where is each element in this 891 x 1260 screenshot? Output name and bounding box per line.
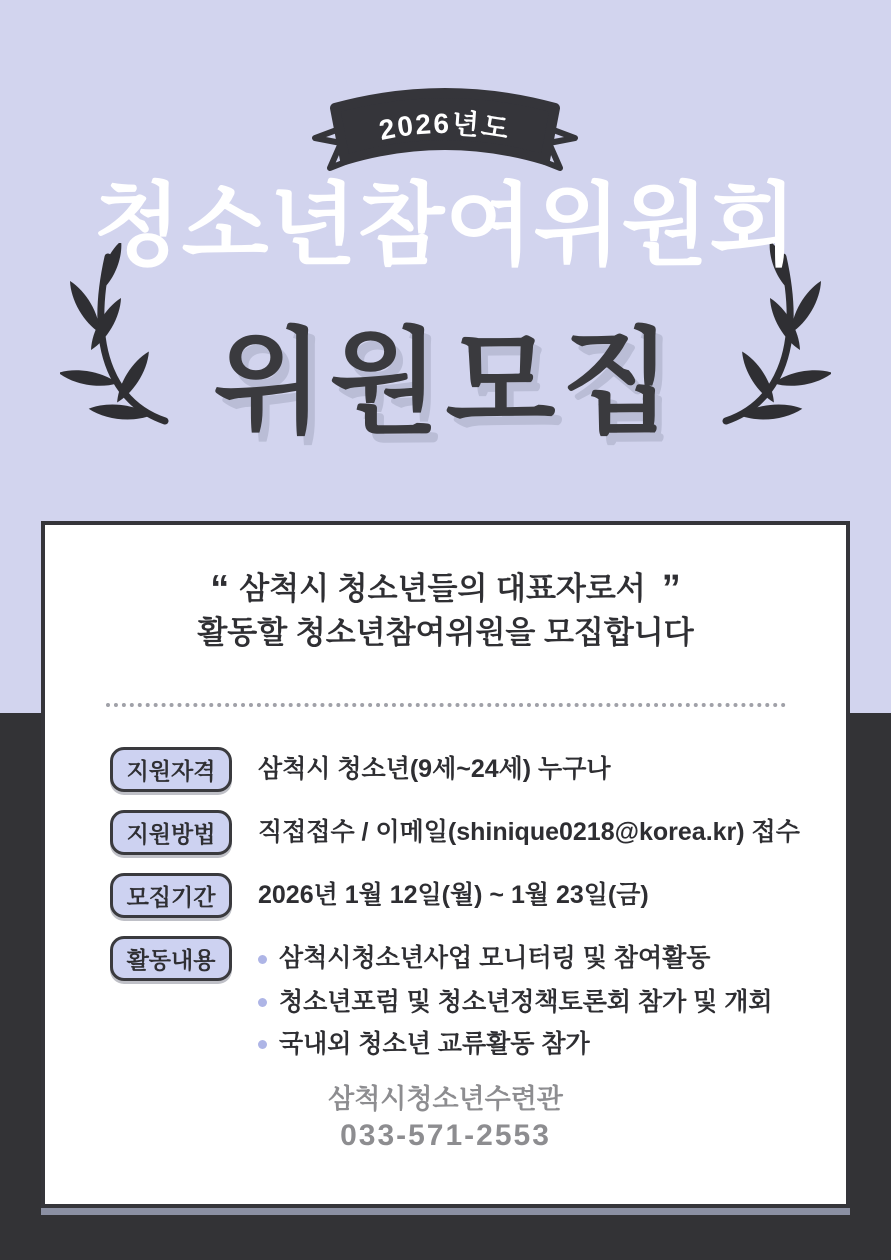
info-card: [41, 521, 850, 1208]
row-period: [110, 873, 846, 918]
eligibility-badge: 지원자격: [110, 747, 232, 792]
period-badge: 모집기간: [110, 873, 232, 918]
info-rows: [110, 747, 846, 1065]
bullet-dot-icon: [258, 955, 267, 964]
activity-text: 청소년포럼 및 청소년정책토론회 참가 및 개회: [279, 988, 773, 1016]
phone-number: 033-571-2553: [340, 1118, 551, 1152]
quote-line-1: [45, 567, 846, 611]
list-item: [258, 936, 773, 981]
ribbon-banner-icon: [295, 70, 595, 188]
quote-text-1: 삼척시 청소년들의 대표자로서: [239, 571, 646, 606]
poster-subtitle: 위원모집: [213, 320, 678, 447]
row-how-to-apply: [110, 810, 846, 855]
quote-line-2: 활동할 청소년참여위원을 모집합니다: [197, 615, 694, 650]
ribbon-year-label: 2026년도: [376, 107, 514, 146]
bullet-dot-icon: [258, 998, 267, 1007]
poster-title: 청소년참여위원회 청소년참여위원회: [0, 172, 891, 280]
list-item: [258, 981, 773, 1023]
list-item: [258, 1023, 773, 1065]
bullet-dot-icon: [258, 1040, 267, 1049]
open-quote-mark: “: [210, 568, 230, 610]
how-to-apply-badge: 지원방법: [110, 810, 232, 855]
close-quote-mark: ”: [661, 568, 681, 610]
activities-badge: 활동내용: [110, 936, 232, 981]
row-activities: [110, 936, 846, 1065]
quote-block: [45, 567, 846, 655]
activities-list: [258, 936, 773, 1065]
row-eligibility: [110, 747, 846, 792]
eligibility-text: 삼척시 청소년(9세~24세) 누구나: [258, 755, 611, 783]
activity-text: 국내외 청소년 교류활동 참가: [279, 1030, 590, 1058]
organization-name: 삼척시청소년수련관: [328, 1084, 563, 1114]
contact-block: [45, 1083, 846, 1154]
activity-text: 삼척시청소년사업 모니터링 및 참여활동: [279, 944, 711, 972]
period-text: 2026년 1월 12일(월) ~ 1월 23일(금): [258, 881, 649, 909]
how-to-apply-text: 직접접수 / 이메일(shinique0218@korea.kr) 접수: [258, 818, 800, 846]
dotted-divider: [106, 703, 786, 707]
